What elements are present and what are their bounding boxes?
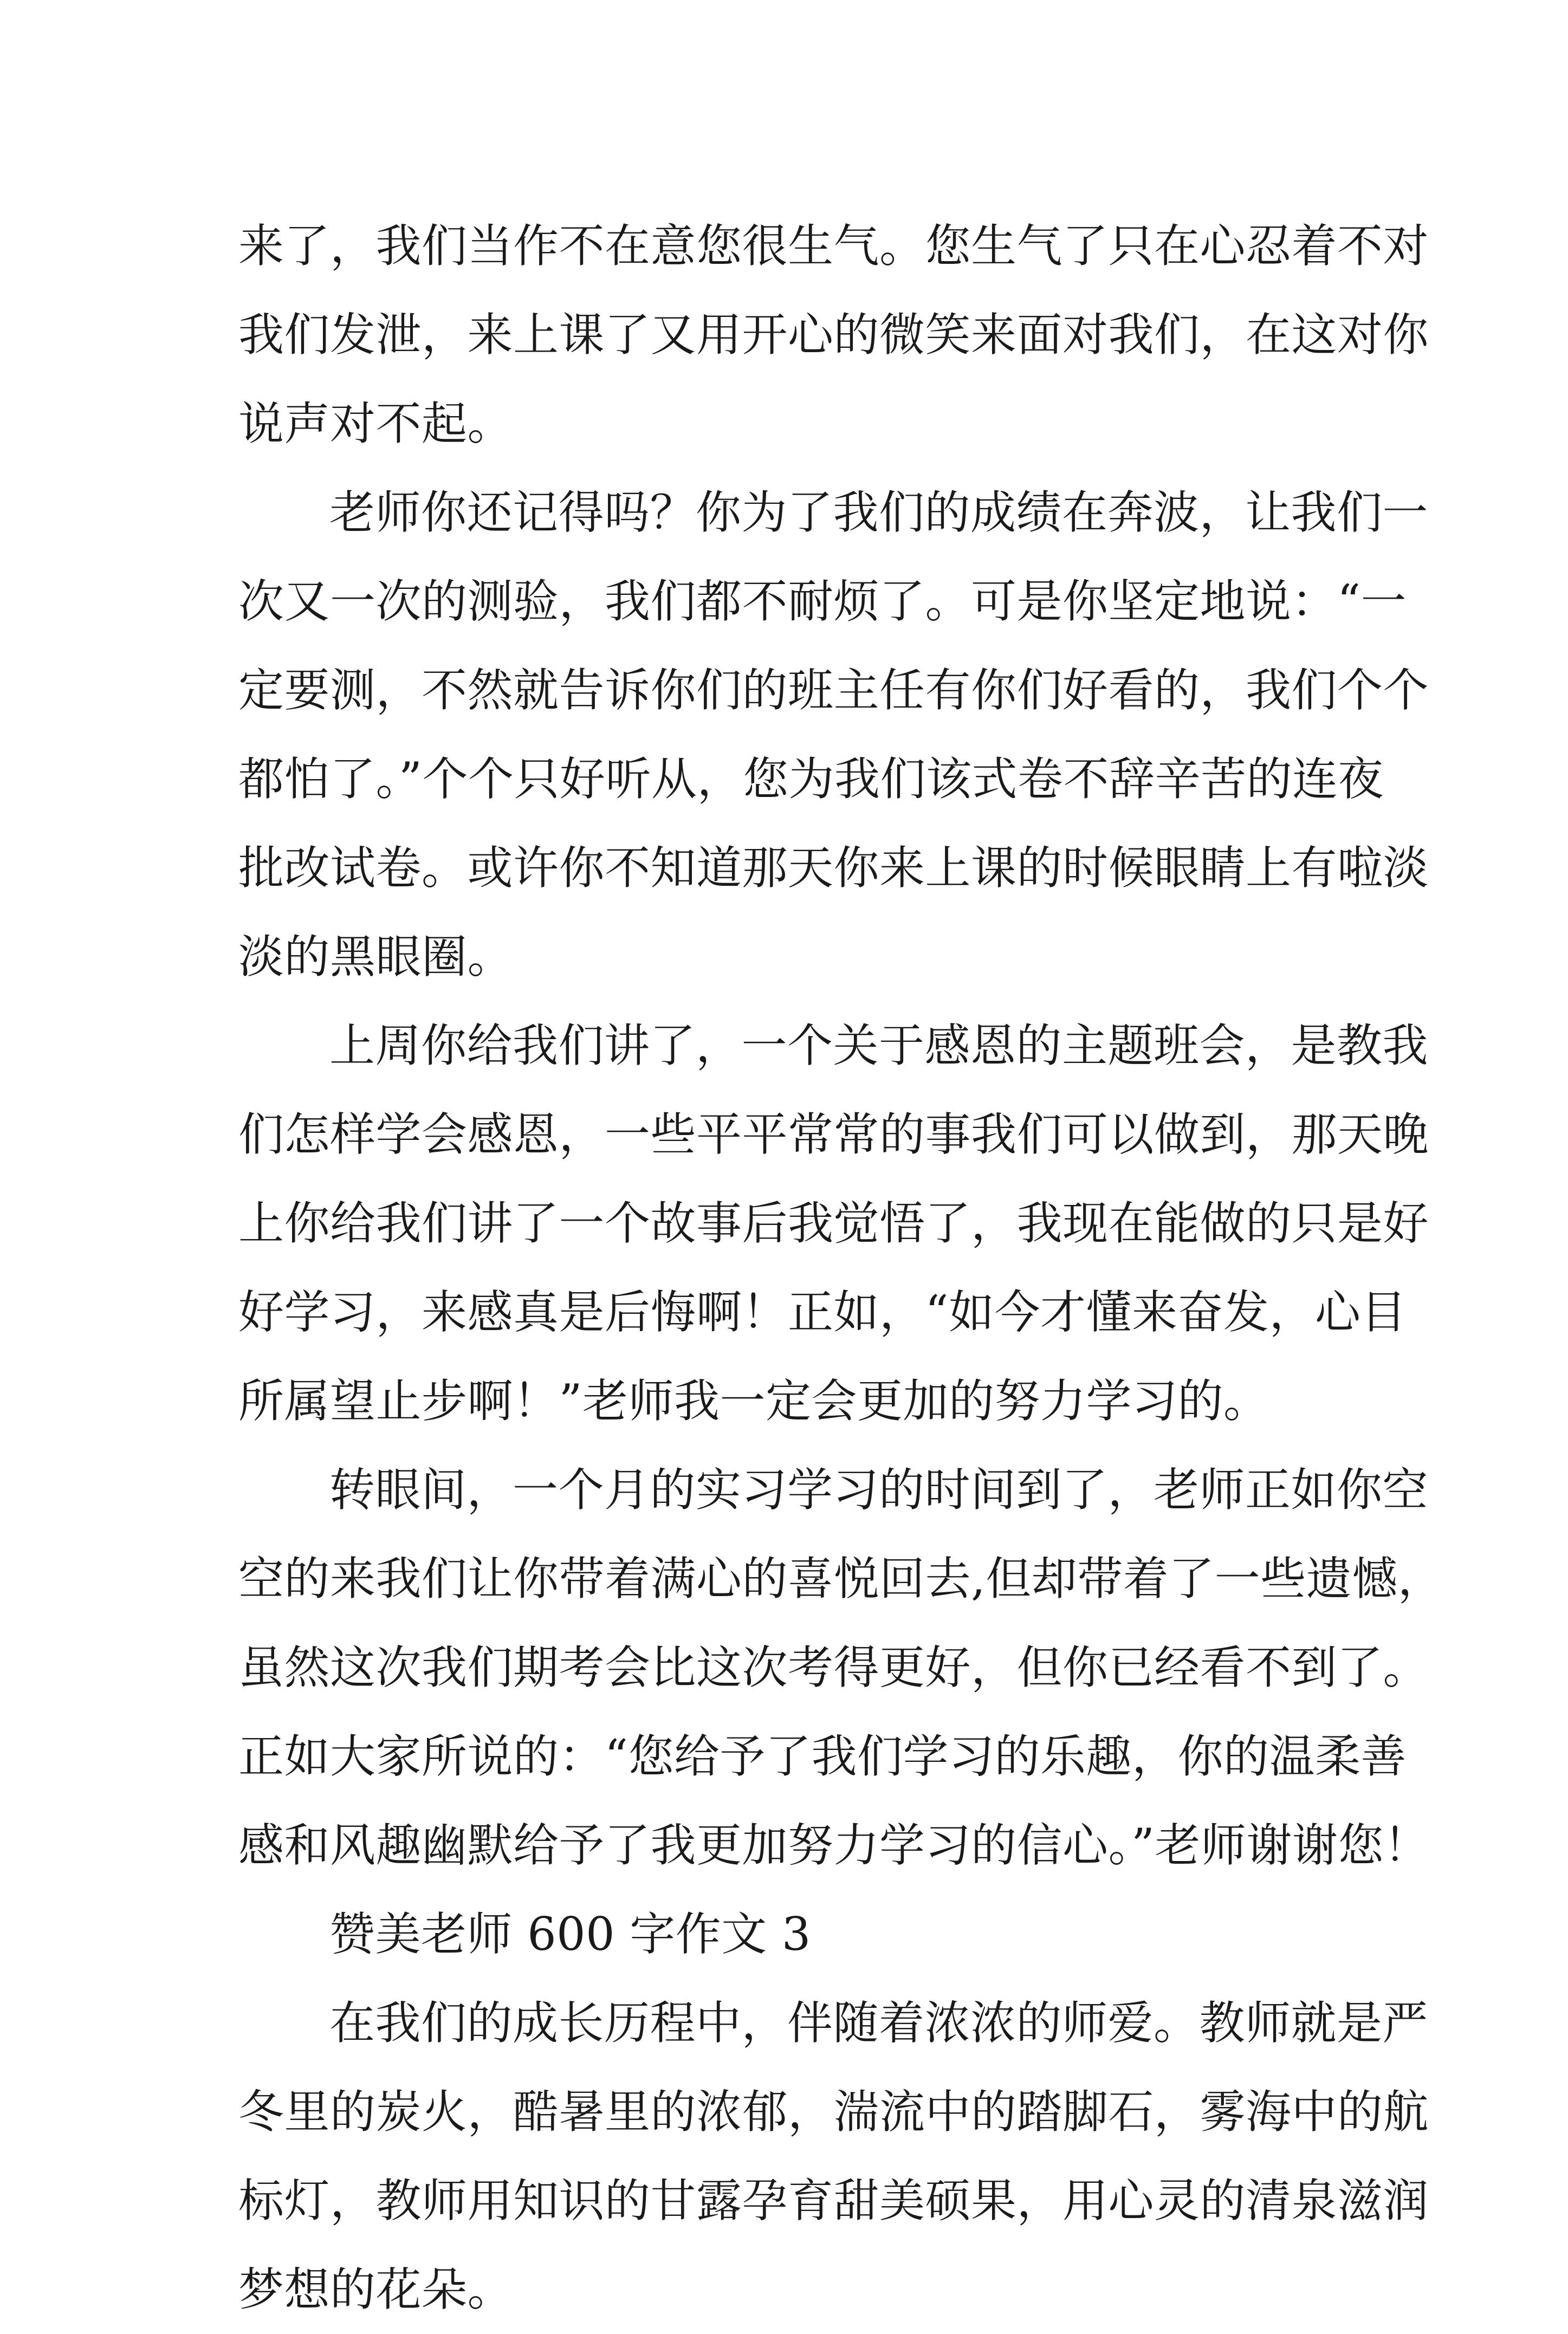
text-line: 冬里的炭火，酷暑里的浓郁，湍流中的踏脚石，雾海中的航: [238, 2085, 1429, 2138]
text-line: 次又一次的测验，我们都不耐烦了。可是你坚定地说：“一: [238, 575, 1407, 628]
document-body: [238, 202, 1444, 2334]
text-line: 虽然这次我们期考会比这次考得更好，但你已经看不到了。: [238, 1641, 1429, 1694]
paragraph-start-line: 老师你还记得吗？你为了我们的成绩在奔波，让我们一: [329, 486, 1429, 539]
text-line: 我们发泄，来上课了又用开心的微笑来面对我们，在这对你: [238, 308, 1429, 361]
text-line: 所属望止步啊！”老师我一定会更加的努力学习的。: [238, 1375, 1269, 1428]
text-line: 梦想的花朵。: [238, 2263, 514, 2316]
paragraph-start-line: 在我们的成长历程中，伴随着浓浓的师爱。教师就是严: [329, 1996, 1429, 2050]
text-line: 批改试卷。或许你不知道那天你来上课的时候眼睛上有啦淡: [238, 841, 1429, 894]
text-line: 正如大家所说的：“您给予了我们学习的乐趣，你的温柔善: [238, 1730, 1407, 1783]
section-heading: 赞美老师 600 字作文 3: [329, 1908, 811, 1961]
text-line: 定要测，不然就告诉你们的班主任有你们好看的，我们个个: [238, 664, 1429, 717]
text-line: 空的来我们让你带着满心的喜悦回去,但却带着了一些遗憾，: [238, 1552, 1444, 1605]
text-line: 好学习，来感真是后悔啊！正如，“如今才懂来奋发，心目: [238, 1286, 1407, 1339]
text-line: 说声对不起。: [238, 397, 514, 450]
text-line: 淡的黑眼圈。: [238, 930, 514, 983]
paragraph-start-line: 转眼间，一个月的实习学习的时间到了，老师正如你空: [329, 1463, 1429, 1516]
text-line: 们怎样学会感恩，一些平平常常的事我们可以做到，那天晚: [238, 1108, 1429, 1161]
text-line: 来了，我们当作不在意您很生气。您生气了只在心忍着不对: [238, 219, 1429, 273]
text-line: 标灯，教师用知识的甘露孕育甜美硕果，用心灵的清泉滋润: [238, 2174, 1429, 2227]
text-line: 感和风趣幽默给予了我更加努力学习的信心。”老师谢谢您！: [238, 1819, 1430, 1872]
text-line: 都怕了。”个个只好听从，您为我们该式卷不辞辛苦的连夜: [238, 753, 1384, 806]
paragraph-start-line: 上周你给我们讲了，一个关于感恩的主题班会，是教我: [329, 1019, 1429, 1072]
text-line: 上你给我们讲了一个故事后我觉悟了，我现在能做的只是好: [238, 1197, 1429, 1250]
